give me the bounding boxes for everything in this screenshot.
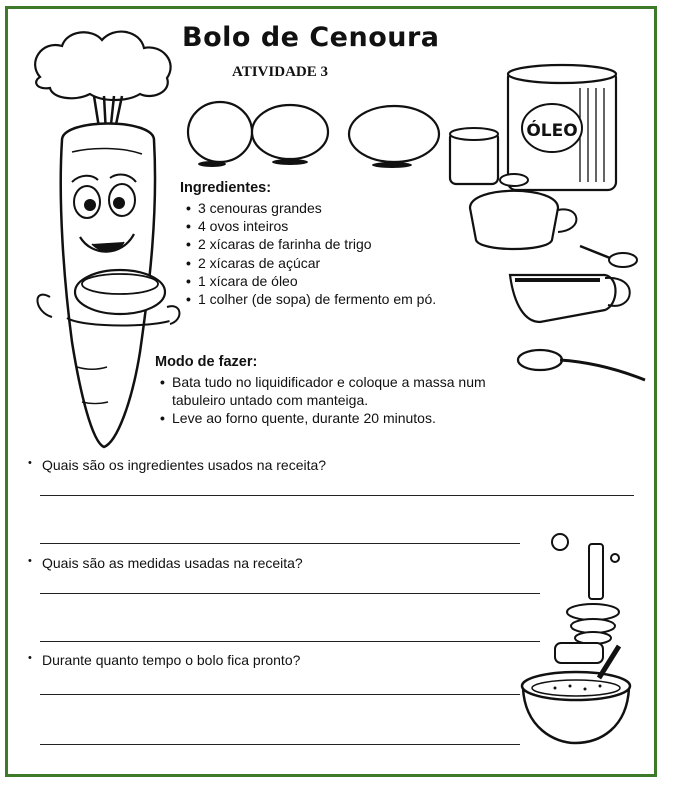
method-steps (160, 373, 522, 428)
question-2: • Quais são as medidas usadas na receita? (28, 555, 303, 571)
method-heading: Modo de fazer: (155, 354, 258, 370)
ingredient-item: • 1 colher (de sopa) de fermento em pó. (186, 290, 436, 308)
ingredient-item: • 4 ovos inteiros (186, 217, 436, 235)
ingredient-item: • 3 cenouras grandes (186, 199, 436, 217)
method-step: • Leve ao forno quente, durante 20 minutos. (160, 409, 522, 427)
answer-line[interactable] (40, 641, 540, 642)
answer-line[interactable] (40, 744, 520, 745)
eggs-illustration (182, 92, 452, 172)
answer-line[interactable] (40, 593, 540, 594)
kitchen-items-illustration (440, 60, 660, 400)
ingredient-item: • 2 xícaras de farinha de trigo (186, 235, 436, 253)
method-step: • Bata tudo no liquidificador e coloque a massa num tabuleiro untado com manteiga. (160, 373, 522, 409)
oil-can-label: ÓLEO (526, 121, 578, 141)
ingredient-item: • 2 xícaras de açúcar (186, 254, 436, 272)
answer-line[interactable] (40, 543, 520, 544)
ingredients-list (186, 199, 436, 308)
answer-line[interactable] (40, 495, 634, 496)
answer-line[interactable] (40, 694, 520, 695)
activity-label: ATIVIDADE 3 (232, 64, 328, 80)
question-1: • Quais são os ingredientes usados na receita? (28, 457, 326, 473)
ingredient-item: • 1 xícara de óleo (186, 272, 436, 290)
ingredients-heading: Ingredientes: (180, 180, 272, 196)
page-title: Bolo de Cenoura (182, 22, 440, 53)
question-3: • Durante quanto tempo o bolo fica pronto? (28, 652, 300, 668)
mixing-bowl-illustration (515, 528, 645, 748)
